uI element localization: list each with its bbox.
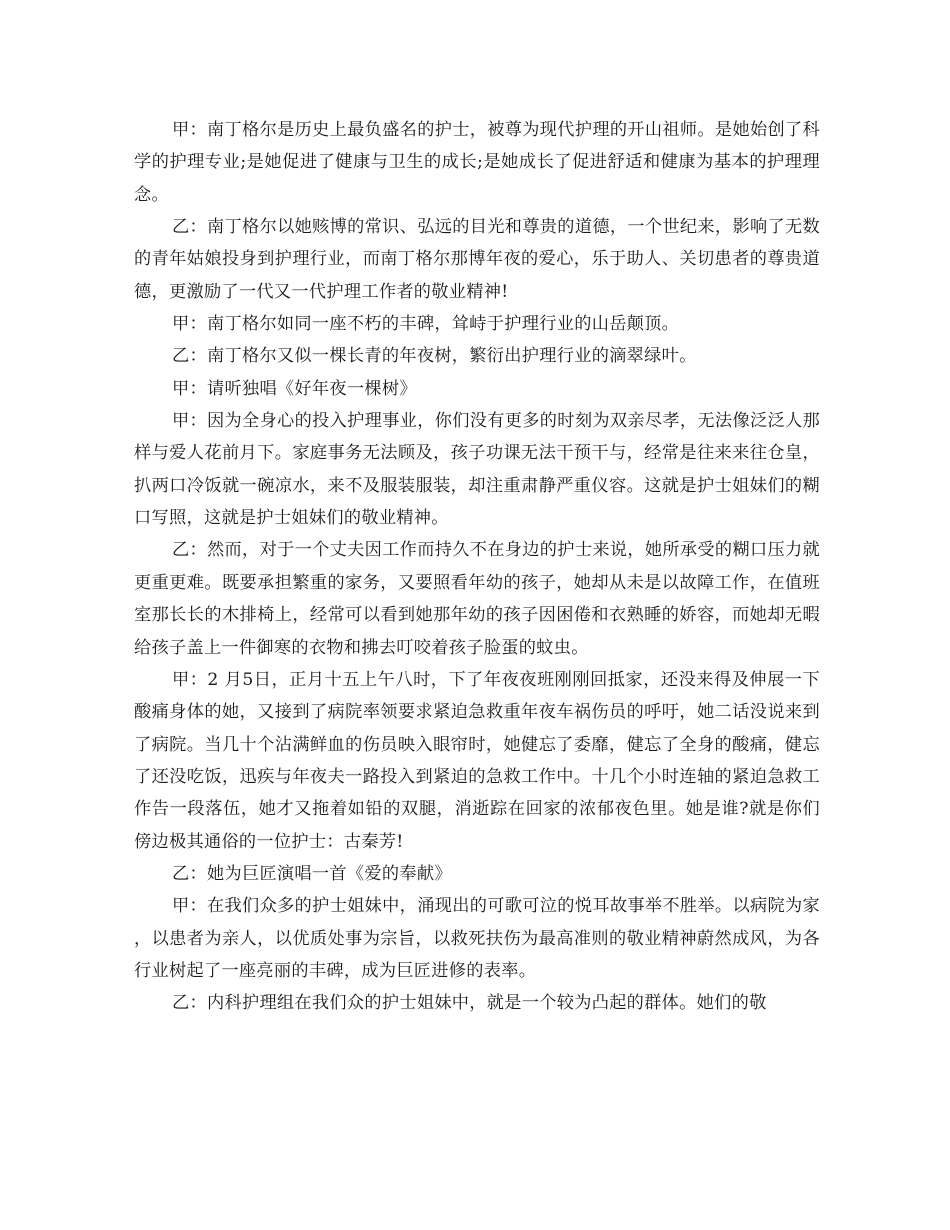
paragraph: 甲：请听独唱《好年夜一棵树》 xyxy=(172,378,417,399)
paragraph: 甲：南丁格尔是历史上最负盛名的护士，被尊为现代护理的开山祖师。是她始创了科学的护理专业;是她促进了健康与卫生的成长;是她成长了促进舒适和健康为基本的护理理念。 xyxy=(134,120,820,205)
document-body xyxy=(134,114,820,1020)
paragraph: 甲：2 月5日，正月十五上午八时，下了年夜夜班刚刚回抵家，还没来得及伸展一下酸痛身体的她，又接到了病院率领要求紧迫急救重年夜车祸伤员的呼吁，她二话没说来到了病院。当几十个沾满鲜血的伤员映入眼帘时，她健忘了委靡，健忘了全身的酸痛，健忘了还没吃饭，迅疾与年夜夫一路投入到紧迫的急救工作中。十几个小时连轴的紧迫急救工作告一段落伍，她才又拖着如铅的双腿，消逝踪在回家的浓郁夜色里。她是谁?就是你们傍边极其通俗的一位护士：古秦芳! xyxy=(134,669,820,852)
paragraph: 乙：南丁格尔以她赅博的常识、弘远的目光和尊贵的道德，一个世纪来，影响了无数的青年姑娘投身到护理行业，而南丁格尔那博年夜的爱心，乐于助人、关切患者的尊贵道德，更激励了一代又一代护理工作者的敬业精神! xyxy=(134,217,820,302)
paragraph: 乙：内科护理组在我们众的护士姐妹中，就是一个较为凸起的群体。她们的敬 xyxy=(172,993,767,1014)
paragraph: 甲：因为全身心的投入护理事业，你们没有更多的时刻为双亲尽孝，无法像泛泛人那样与爱人花前月下。家庭事务无法顾及，孩子功课无法干预干与，经常是往来来往仓皇，扒两口冷饭就一碗凉水，来不及服装服装，却注重肃静严重仪容。这就是护士姐妹们的糊口写照，这就是护士姐妹们的敬业精神。 xyxy=(134,411,820,529)
paragraph: 甲：南丁格尔如同一座不朽的丰碑，耸峙于护理行业的山岳颠顶。 xyxy=(172,314,680,335)
paragraph: 乙：她为巨匠演唱一首《爱的奉献》 xyxy=(172,863,452,884)
paragraph: 乙：然而，对于一个丈夫因工作而持久不在身边的护士来说，她所承受的糊口压力就更重更难。既要承担繁重的家务，又要照看年幼的孩子，她却从未是以故障工作，在值班室那长长的木排椅上，经常可以看到她那年幼的孩子因困倦和衣熟睡的娇容，而她却无暇给孩子盖上一件御寒的衣物和拂去叮咬着孩子脸蛋的蚊虫。 xyxy=(134,540,820,658)
paragraph: 甲：在我们众多的护士姐妹中，涌现出的可歌可泣的悦耳故事举不胜举。以病院为家，以患者为亲人，以优质处事为宗旨，以救死扶伤为最高准则的敬业精神蔚然成风，为各行业树起了一座亮丽的丰碑，成为巨匠进修的表率。 xyxy=(134,896,820,981)
paragraph: 乙：南丁格尔又似一棵长青的年夜树，繁衍出护理行业的滴翠绿叶。 xyxy=(172,346,697,367)
